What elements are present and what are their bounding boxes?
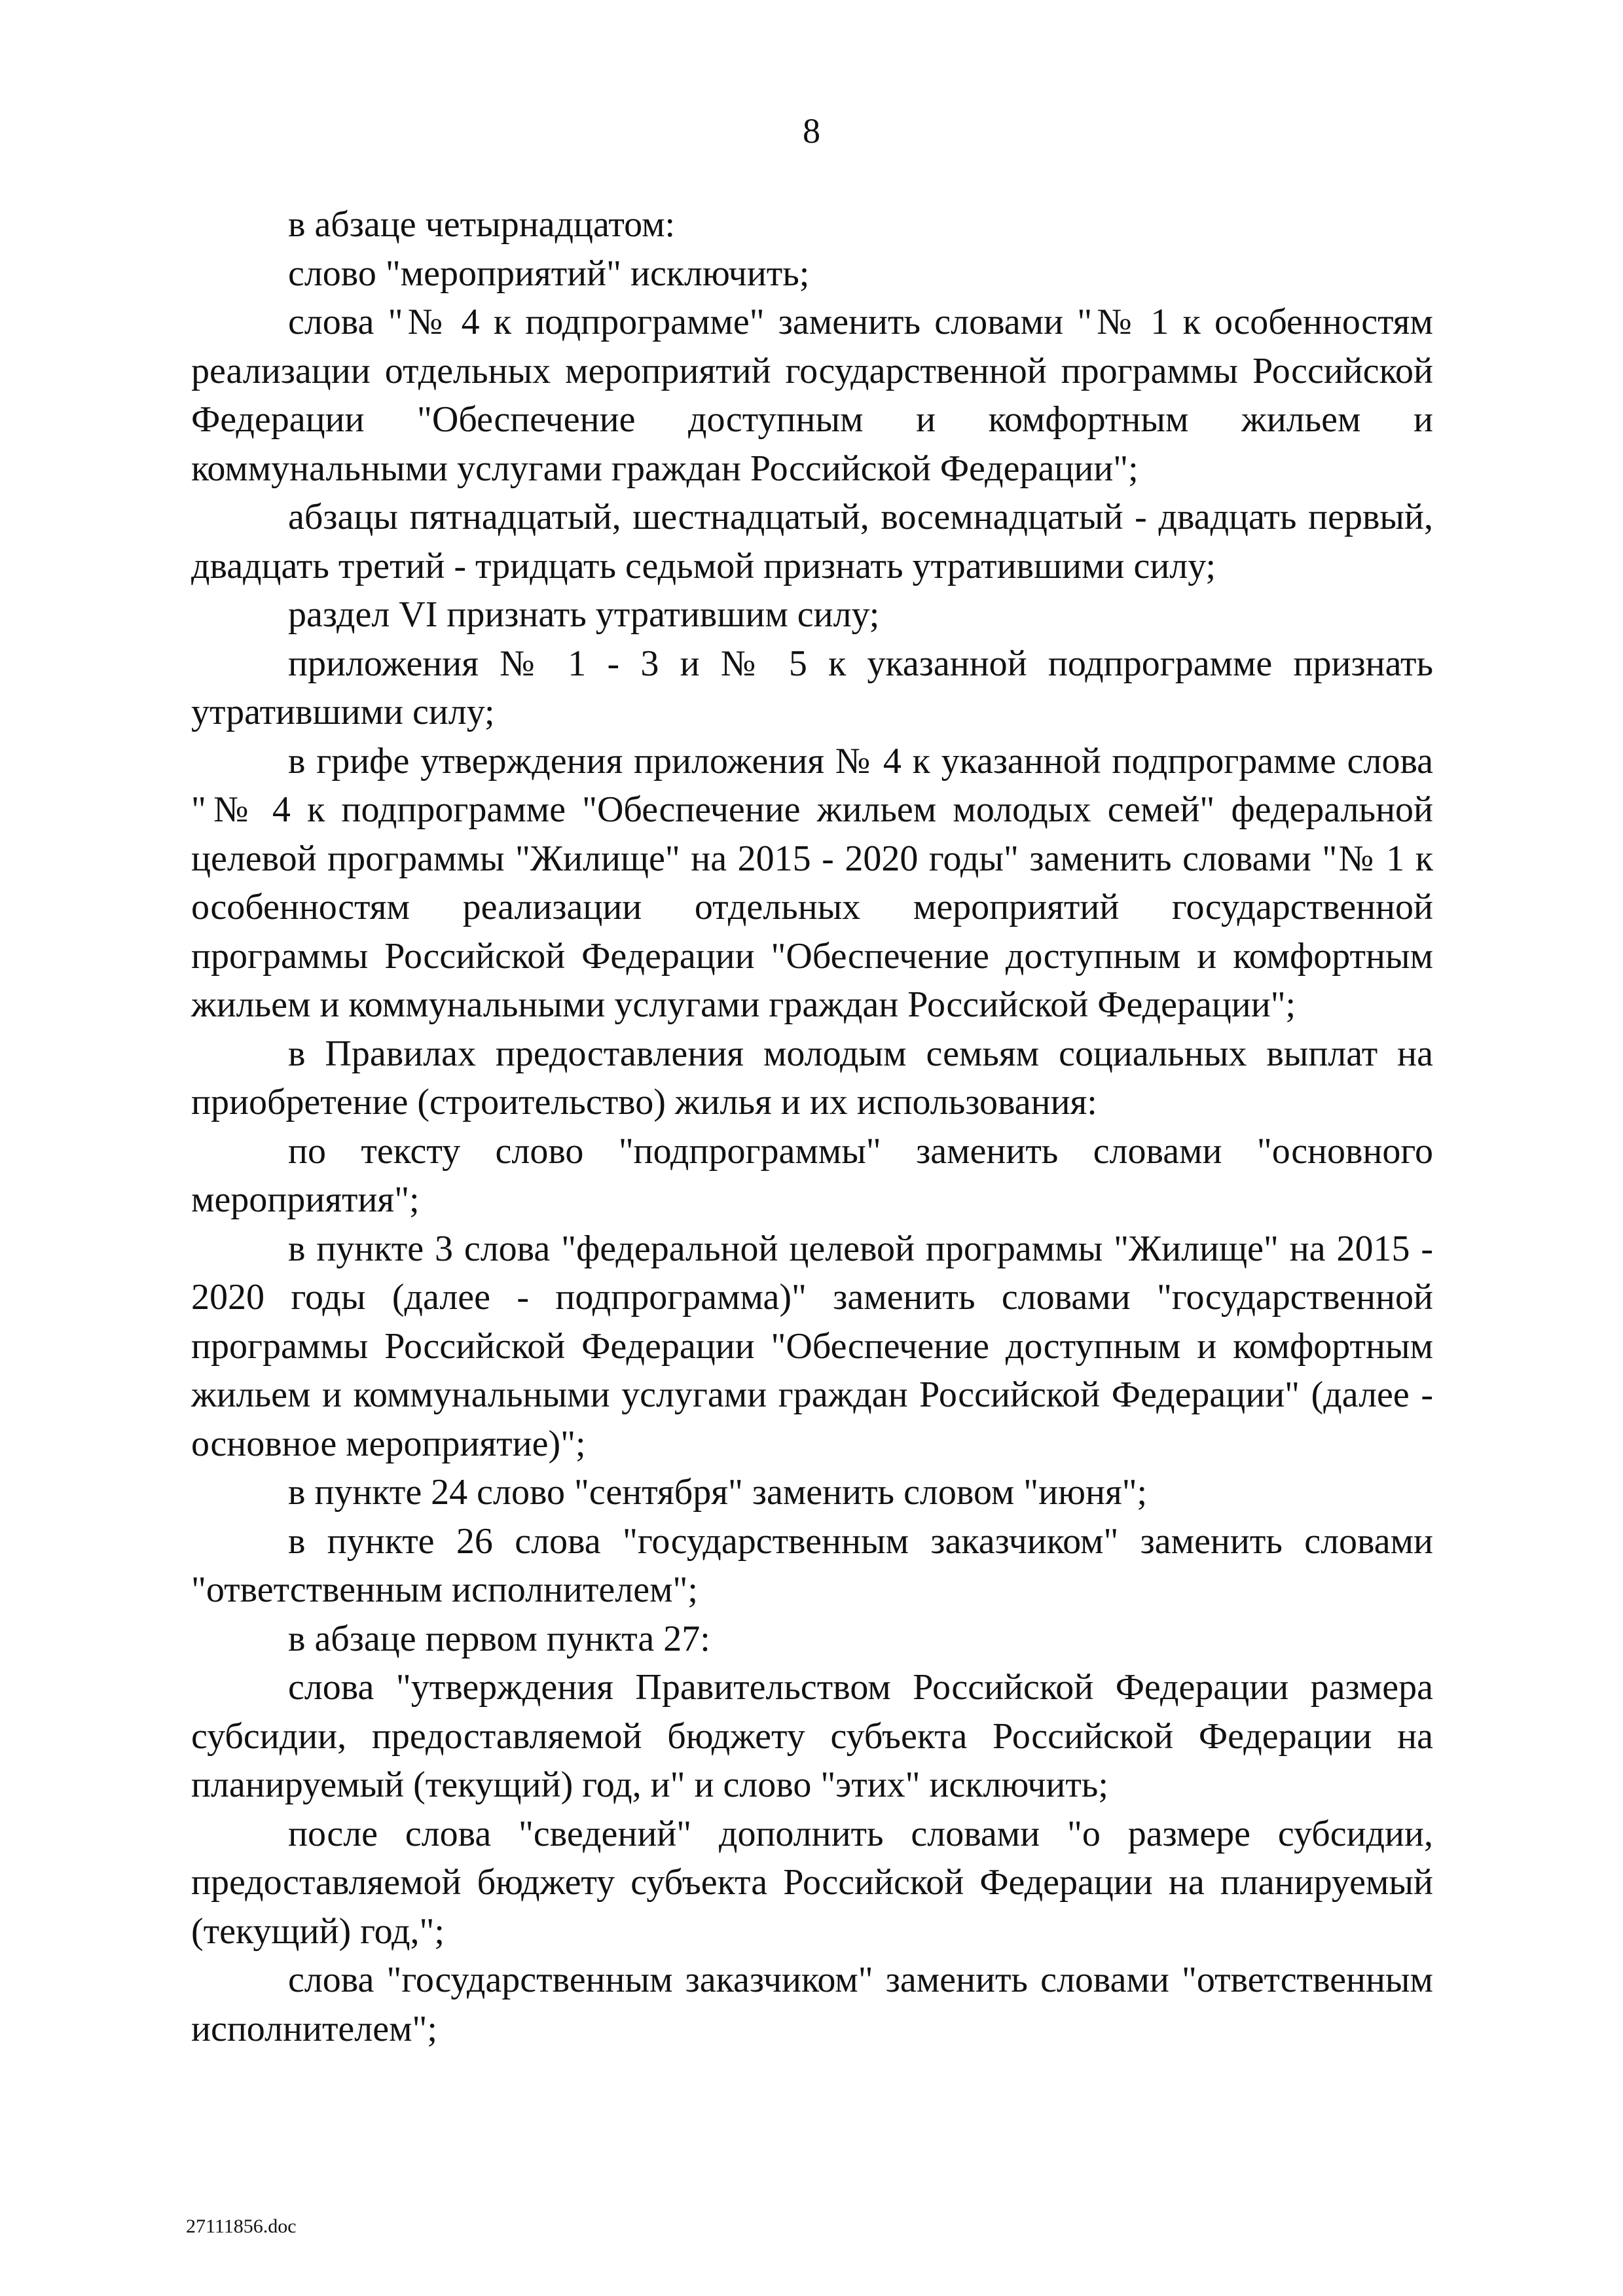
paragraph: слова "государственным заказчиком" заменить словами "ответственным исполнителем"; [191, 1960, 1433, 2049]
paragraph: после слова "сведений" дополнить словами "о размере субсидии, предоставляемой бюджету субъекта Российской Федерации на планируемый (текущий) год,"; [191, 1813, 1433, 1952]
paragraph: слово "мероприятий" исключить; [288, 253, 810, 294]
paragraph: в Правилах предоставления молодым семьям социальных выплат на приобретение (строительство) жилья и их использования: [191, 1033, 1433, 1122]
paragraph: в абзаце четырнадцатом: [288, 204, 676, 245]
page-number: 8 [803, 111, 820, 151]
paragraph: слова "утверждения Правительством Российской Федерации размера субсидии, предоставляемой бюджету субъекта Российской Федерации на планируемый (текущий) год, и" и слово "этих" исключить; [191, 1667, 1433, 1805]
paragraph: в пункте 24 слово "сентября" заменить словом "июня"; [288, 1472, 1148, 1513]
paragraph: абзацы пятнадцатый, шестнадцатый, восемнадцатый - двадцать первый, двадцать третий - тридцать седьмой признать утратившими силу; [191, 497, 1433, 586]
footer-document-name: 27111856.doc [186, 2215, 297, 2237]
paragraph: в пункте 3 слова "федеральной целевой программы "Жилище" на 2015 - 2020 годы (далее - подпрограмма)" заменить словами "государственной программы Российской Федерации "Обеспечение доступным и комфортным жильем и коммунальными услугами граждан Российской Федерации" (далее - основное мероприятие)"; [191, 1228, 1433, 1464]
paragraph: слова "№ 4 к подпрограмме" заменить словами "№ 1 к особенностям реализации отдельных мероприятий государственной программы Российской Федерации "Обеспечение доступным и комфортным жильем и коммунальными услугами граждан Российской Федерации"; [191, 302, 1433, 489]
paragraph: по тексту слово "подпрограммы" заменить словами "основного мероприятия"; [191, 1130, 1433, 1220]
paragraph: в абзаце первом пункта 27: [288, 1618, 710, 1659]
paragraph: в пункте 26 слова "государственным заказчиком" заменить словами "ответственным исполнителем"; [191, 1520, 1433, 1610]
paragraph: приложения № 1 - 3 и № 5 к указанной подпрограмме признать утратившими силу; [191, 643, 1433, 732]
document-body [191, 200, 1433, 2053]
paragraph: раздел VI признать утратившим силу; [288, 594, 880, 635]
paragraph: в грифе утверждения приложения № 4 к указанной подпрограмме слова "№ 4 к подпрограмме "Обеспечение жильем молодых семей" федеральной целевой программы "Жилище" на 2015 - 2020 годы" заменить словами "№ 1 к особенностям реализации отдельных мероприятий государственной программы Российской Федерации "Обеспечение доступным и комфортным жильем и коммунальными услугами граждан Российской Федерации"; [191, 740, 1433, 1025]
